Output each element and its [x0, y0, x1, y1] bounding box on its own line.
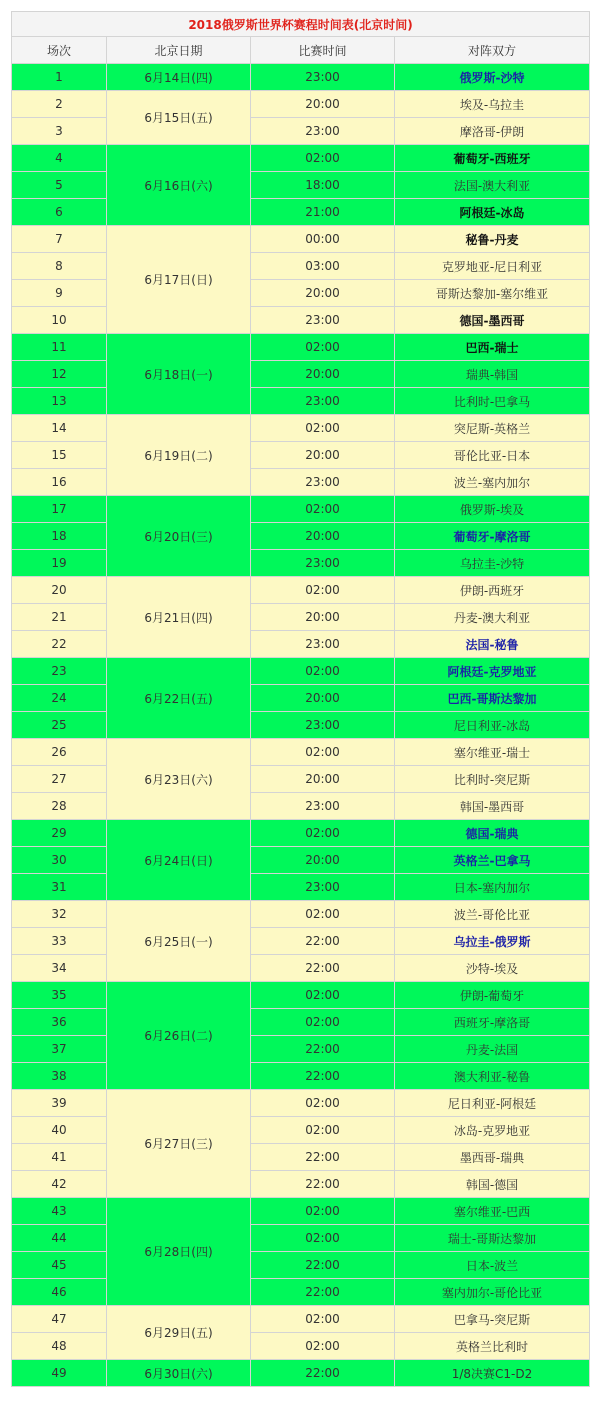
match-time: 23:00 — [251, 64, 395, 91]
match-teams: 哥伦比亚-日本 — [395, 442, 590, 469]
match-teams: 瑞典-韩国 — [395, 361, 590, 388]
table-row — [12, 388, 590, 415]
match-teams: 俄罗斯-埃及 — [395, 496, 590, 523]
match-teams: 秘鲁-丹麦 — [395, 226, 590, 253]
match-date: 6月20日(三) — [107, 496, 251, 577]
match-number: 1 — [12, 64, 107, 91]
match-time: 23:00 — [251, 712, 395, 739]
header-teams: 对阵双方 — [395, 37, 590, 64]
table-row — [12, 64, 590, 91]
table-row — [12, 496, 590, 523]
header-match-no: 场次 — [12, 37, 107, 64]
match-date: 6月21日(四) — [107, 577, 251, 658]
match-time: 20:00 — [251, 685, 395, 712]
match-date: 6月29日(五) — [107, 1306, 251, 1360]
match-time: 22:00 — [251, 1171, 395, 1198]
table-row — [12, 1333, 590, 1360]
match-teams: 澳大利亚-秘鲁 — [395, 1063, 590, 1090]
match-teams: 德国-墨西哥 — [395, 307, 590, 334]
match-time: 23:00 — [251, 793, 395, 820]
match-number: 8 — [12, 253, 107, 280]
match-date: 6月17日(日) — [107, 226, 251, 334]
match-number: 31 — [12, 874, 107, 901]
table-row — [12, 91, 590, 118]
match-teams: 塞内加尔-哥伦比亚 — [395, 1279, 590, 1306]
match-number: 40 — [12, 1117, 107, 1144]
match-teams: 伊朗-西班牙 — [395, 577, 590, 604]
table-row — [12, 523, 590, 550]
match-number: 46 — [12, 1279, 107, 1306]
match-number: 38 — [12, 1063, 107, 1090]
match-time: 20:00 — [251, 91, 395, 118]
match-number: 26 — [12, 739, 107, 766]
match-teams: 尼日利亚-冰岛 — [395, 712, 590, 739]
match-number: 13 — [12, 388, 107, 415]
match-teams: 克罗地亚-尼日利亚 — [395, 253, 590, 280]
match-teams: 波兰-塞内加尔 — [395, 469, 590, 496]
match-time: 02:00 — [251, 658, 395, 685]
match-teams: 突尼斯-英格兰 — [395, 415, 590, 442]
schedule-body — [12, 12, 590, 1387]
match-teams: 俄罗斯-沙特 — [395, 64, 590, 91]
match-number: 47 — [12, 1306, 107, 1333]
match-teams: 葡萄牙-西班牙 — [395, 145, 590, 172]
match-time: 23:00 — [251, 307, 395, 334]
match-time: 23:00 — [251, 631, 395, 658]
match-date: 6月25日(一) — [107, 901, 251, 982]
match-teams: 乌拉圭-俄罗斯 — [395, 928, 590, 955]
match-time: 02:00 — [251, 820, 395, 847]
table-row — [12, 550, 590, 577]
table-row — [12, 1090, 590, 1117]
table-row — [12, 172, 590, 199]
match-date: 6月24日(日) — [107, 820, 251, 901]
match-time: 02:00 — [251, 1009, 395, 1036]
match-date: 6月14日(四) — [107, 64, 251, 91]
match-number: 30 — [12, 847, 107, 874]
match-date: 6月30日(六) — [107, 1360, 251, 1387]
match-number: 2 — [12, 91, 107, 118]
table-row — [12, 1144, 590, 1171]
match-teams: 埃及-乌拉圭 — [395, 91, 590, 118]
match-time: 02:00 — [251, 415, 395, 442]
match-number: 7 — [12, 226, 107, 253]
match-teams: 摩洛哥-伊朗 — [395, 118, 590, 145]
match-teams: 韩国-墨西哥 — [395, 793, 590, 820]
match-teams: 波兰-哥伦比亚 — [395, 901, 590, 928]
table-row — [12, 685, 590, 712]
match-time: 23:00 — [251, 874, 395, 901]
match-time: 18:00 — [251, 172, 395, 199]
match-number: 28 — [12, 793, 107, 820]
match-teams: 塞尔维亚-巴西 — [395, 1198, 590, 1225]
match-number: 27 — [12, 766, 107, 793]
match-teams: 英格兰比利时 — [395, 1333, 590, 1360]
match-time: 21:00 — [251, 199, 395, 226]
match-number: 4 — [12, 145, 107, 172]
match-time: 20:00 — [251, 442, 395, 469]
table-row — [12, 820, 590, 847]
match-number: 6 — [12, 199, 107, 226]
match-time: 22:00 — [251, 1279, 395, 1306]
match-teams: 巴西-哥斯达黎加 — [395, 685, 590, 712]
match-time: 23:00 — [251, 388, 395, 415]
match-teams: 比利时-突尼斯 — [395, 766, 590, 793]
table-row — [12, 307, 590, 334]
table-row — [12, 604, 590, 631]
match-time: 22:00 — [251, 1360, 395, 1387]
match-number: 35 — [12, 982, 107, 1009]
match-number: 29 — [12, 820, 107, 847]
match-time: 02:00 — [251, 334, 395, 361]
match-number: 37 — [12, 1036, 107, 1063]
table-row — [12, 631, 590, 658]
match-number: 23 — [12, 658, 107, 685]
table-row — [12, 1225, 590, 1252]
match-teams: 日本-塞内加尔 — [395, 874, 590, 901]
header-row — [12, 37, 590, 64]
table-row — [12, 1252, 590, 1279]
match-number: 36 — [12, 1009, 107, 1036]
match-number: 42 — [12, 1171, 107, 1198]
table-row — [12, 577, 590, 604]
table-row — [12, 766, 590, 793]
match-number: 10 — [12, 307, 107, 334]
table-row — [12, 334, 590, 361]
match-time: 02:00 — [251, 1090, 395, 1117]
match-teams: 韩国-德国 — [395, 1171, 590, 1198]
match-number: 49 — [12, 1360, 107, 1387]
match-date: 6月28日(四) — [107, 1198, 251, 1306]
match-date: 6月23日(六) — [107, 739, 251, 820]
table-row — [12, 1198, 590, 1225]
match-number: 11 — [12, 334, 107, 361]
match-time: 02:00 — [251, 1198, 395, 1225]
table-row — [12, 793, 590, 820]
table-row — [12, 199, 590, 226]
table-row — [12, 118, 590, 145]
match-teams: 巴西-瑞士 — [395, 334, 590, 361]
match-number: 18 — [12, 523, 107, 550]
match-date: 6月15日(五) — [107, 91, 251, 145]
schedule-table — [11, 11, 590, 1387]
table-row — [12, 253, 590, 280]
match-teams: 尼日利亚-阿根廷 — [395, 1090, 590, 1117]
match-time: 22:00 — [251, 1252, 395, 1279]
table-row — [12, 955, 590, 982]
match-time: 22:00 — [251, 955, 395, 982]
match-time: 02:00 — [251, 496, 395, 523]
match-number: 41 — [12, 1144, 107, 1171]
match-number: 14 — [12, 415, 107, 442]
match-teams: 塞尔维亚-瑞士 — [395, 739, 590, 766]
table-row — [12, 658, 590, 685]
match-time: 02:00 — [251, 1306, 395, 1333]
match-number: 5 — [12, 172, 107, 199]
match-time: 20:00 — [251, 523, 395, 550]
match-number: 19 — [12, 550, 107, 577]
header-time: 比赛时间 — [251, 37, 395, 64]
table-row — [12, 1063, 590, 1090]
match-teams: 比利时-巴拿马 — [395, 388, 590, 415]
table-row — [12, 928, 590, 955]
match-number: 9 — [12, 280, 107, 307]
table-row — [12, 145, 590, 172]
table-row — [12, 739, 590, 766]
match-number: 3 — [12, 118, 107, 145]
match-time: 23:00 — [251, 550, 395, 577]
table-row — [12, 847, 590, 874]
match-number: 43 — [12, 1198, 107, 1225]
match-date: 6月26日(二) — [107, 982, 251, 1090]
match-time: 02:00 — [251, 577, 395, 604]
match-number: 17 — [12, 496, 107, 523]
match-time: 20:00 — [251, 604, 395, 631]
match-teams: 法国-澳大利亚 — [395, 172, 590, 199]
match-time: 22:00 — [251, 1063, 395, 1090]
match-time: 20:00 — [251, 847, 395, 874]
match-teams: 瑞士-哥斯达黎加 — [395, 1225, 590, 1252]
match-time: 22:00 — [251, 928, 395, 955]
table-row — [12, 982, 590, 1009]
match-time: 23:00 — [251, 118, 395, 145]
match-date: 6月27日(三) — [107, 1090, 251, 1198]
match-teams: 冰岛-克罗地亚 — [395, 1117, 590, 1144]
table-row — [12, 226, 590, 253]
match-number: 22 — [12, 631, 107, 658]
match-teams: 哥斯达黎加-塞尔维亚 — [395, 280, 590, 307]
match-time: 02:00 — [251, 1333, 395, 1360]
match-teams: 英格兰-巴拿马 — [395, 847, 590, 874]
match-number: 32 — [12, 901, 107, 928]
match-number: 33 — [12, 928, 107, 955]
match-teams: 阿根廷-冰岛 — [395, 199, 590, 226]
match-number: 20 — [12, 577, 107, 604]
match-teams: 丹麦-澳大利亚 — [395, 604, 590, 631]
table-row — [12, 442, 590, 469]
table-title: 2018俄罗斯世界杯赛程时间表(北京时间) — [12, 12, 590, 37]
table-row — [12, 1306, 590, 1333]
match-time: 20:00 — [251, 361, 395, 388]
match-time: 02:00 — [251, 739, 395, 766]
match-number: 12 — [12, 361, 107, 388]
match-number: 45 — [12, 1252, 107, 1279]
match-teams: 西班牙-摩洛哥 — [395, 1009, 590, 1036]
table-row — [12, 1036, 590, 1063]
table-row — [12, 1117, 590, 1144]
match-date: 6月16日(六) — [107, 145, 251, 226]
match-time: 02:00 — [251, 145, 395, 172]
match-time: 02:00 — [251, 982, 395, 1009]
match-teams: 伊朗-葡萄牙 — [395, 982, 590, 1009]
match-teams: 巴拿马-突尼斯 — [395, 1306, 590, 1333]
match-teams: 乌拉圭-沙特 — [395, 550, 590, 577]
match-time: 00:00 — [251, 226, 395, 253]
match-time: 02:00 — [251, 901, 395, 928]
match-teams: 葡萄牙-摩洛哥 — [395, 523, 590, 550]
match-number: 25 — [12, 712, 107, 739]
match-time: 03:00 — [251, 253, 395, 280]
table-row — [12, 901, 590, 928]
match-number: 48 — [12, 1333, 107, 1360]
match-teams: 日本-波兰 — [395, 1252, 590, 1279]
table-row — [12, 280, 590, 307]
table-row — [12, 1360, 590, 1387]
match-number: 24 — [12, 685, 107, 712]
match-time: 02:00 — [251, 1225, 395, 1252]
match-time: 20:00 — [251, 766, 395, 793]
table-row — [12, 712, 590, 739]
match-date: 6月18日(一) — [107, 334, 251, 415]
table-row — [12, 469, 590, 496]
table-row — [12, 361, 590, 388]
table-row — [12, 1171, 590, 1198]
match-teams: 丹麦-法国 — [395, 1036, 590, 1063]
match-time: 23:00 — [251, 469, 395, 496]
match-teams: 阿根廷-克罗地亚 — [395, 658, 590, 685]
match-number: 16 — [12, 469, 107, 496]
table-row — [12, 415, 590, 442]
match-teams: 法国-秘鲁 — [395, 631, 590, 658]
match-teams: 沙特-埃及 — [395, 955, 590, 982]
table-row — [12, 874, 590, 901]
table-row — [12, 1009, 590, 1036]
match-number: 34 — [12, 955, 107, 982]
match-number: 44 — [12, 1225, 107, 1252]
match-date: 6月19日(二) — [107, 415, 251, 496]
match-teams: 1/8决赛C1-D2 — [395, 1360, 590, 1387]
table-row — [12, 1279, 590, 1306]
header-date: 北京日期 — [107, 37, 251, 64]
match-time: 02:00 — [251, 1117, 395, 1144]
match-teams: 墨西哥-瑞典 — [395, 1144, 590, 1171]
match-number: 21 — [12, 604, 107, 631]
match-teams: 德国-瑞典 — [395, 820, 590, 847]
match-number: 15 — [12, 442, 107, 469]
match-number: 39 — [12, 1090, 107, 1117]
match-time: 20:00 — [251, 280, 395, 307]
match-time: 22:00 — [251, 1144, 395, 1171]
title-row — [12, 12, 590, 37]
match-date: 6月22日(五) — [107, 658, 251, 739]
match-time: 22:00 — [251, 1036, 395, 1063]
